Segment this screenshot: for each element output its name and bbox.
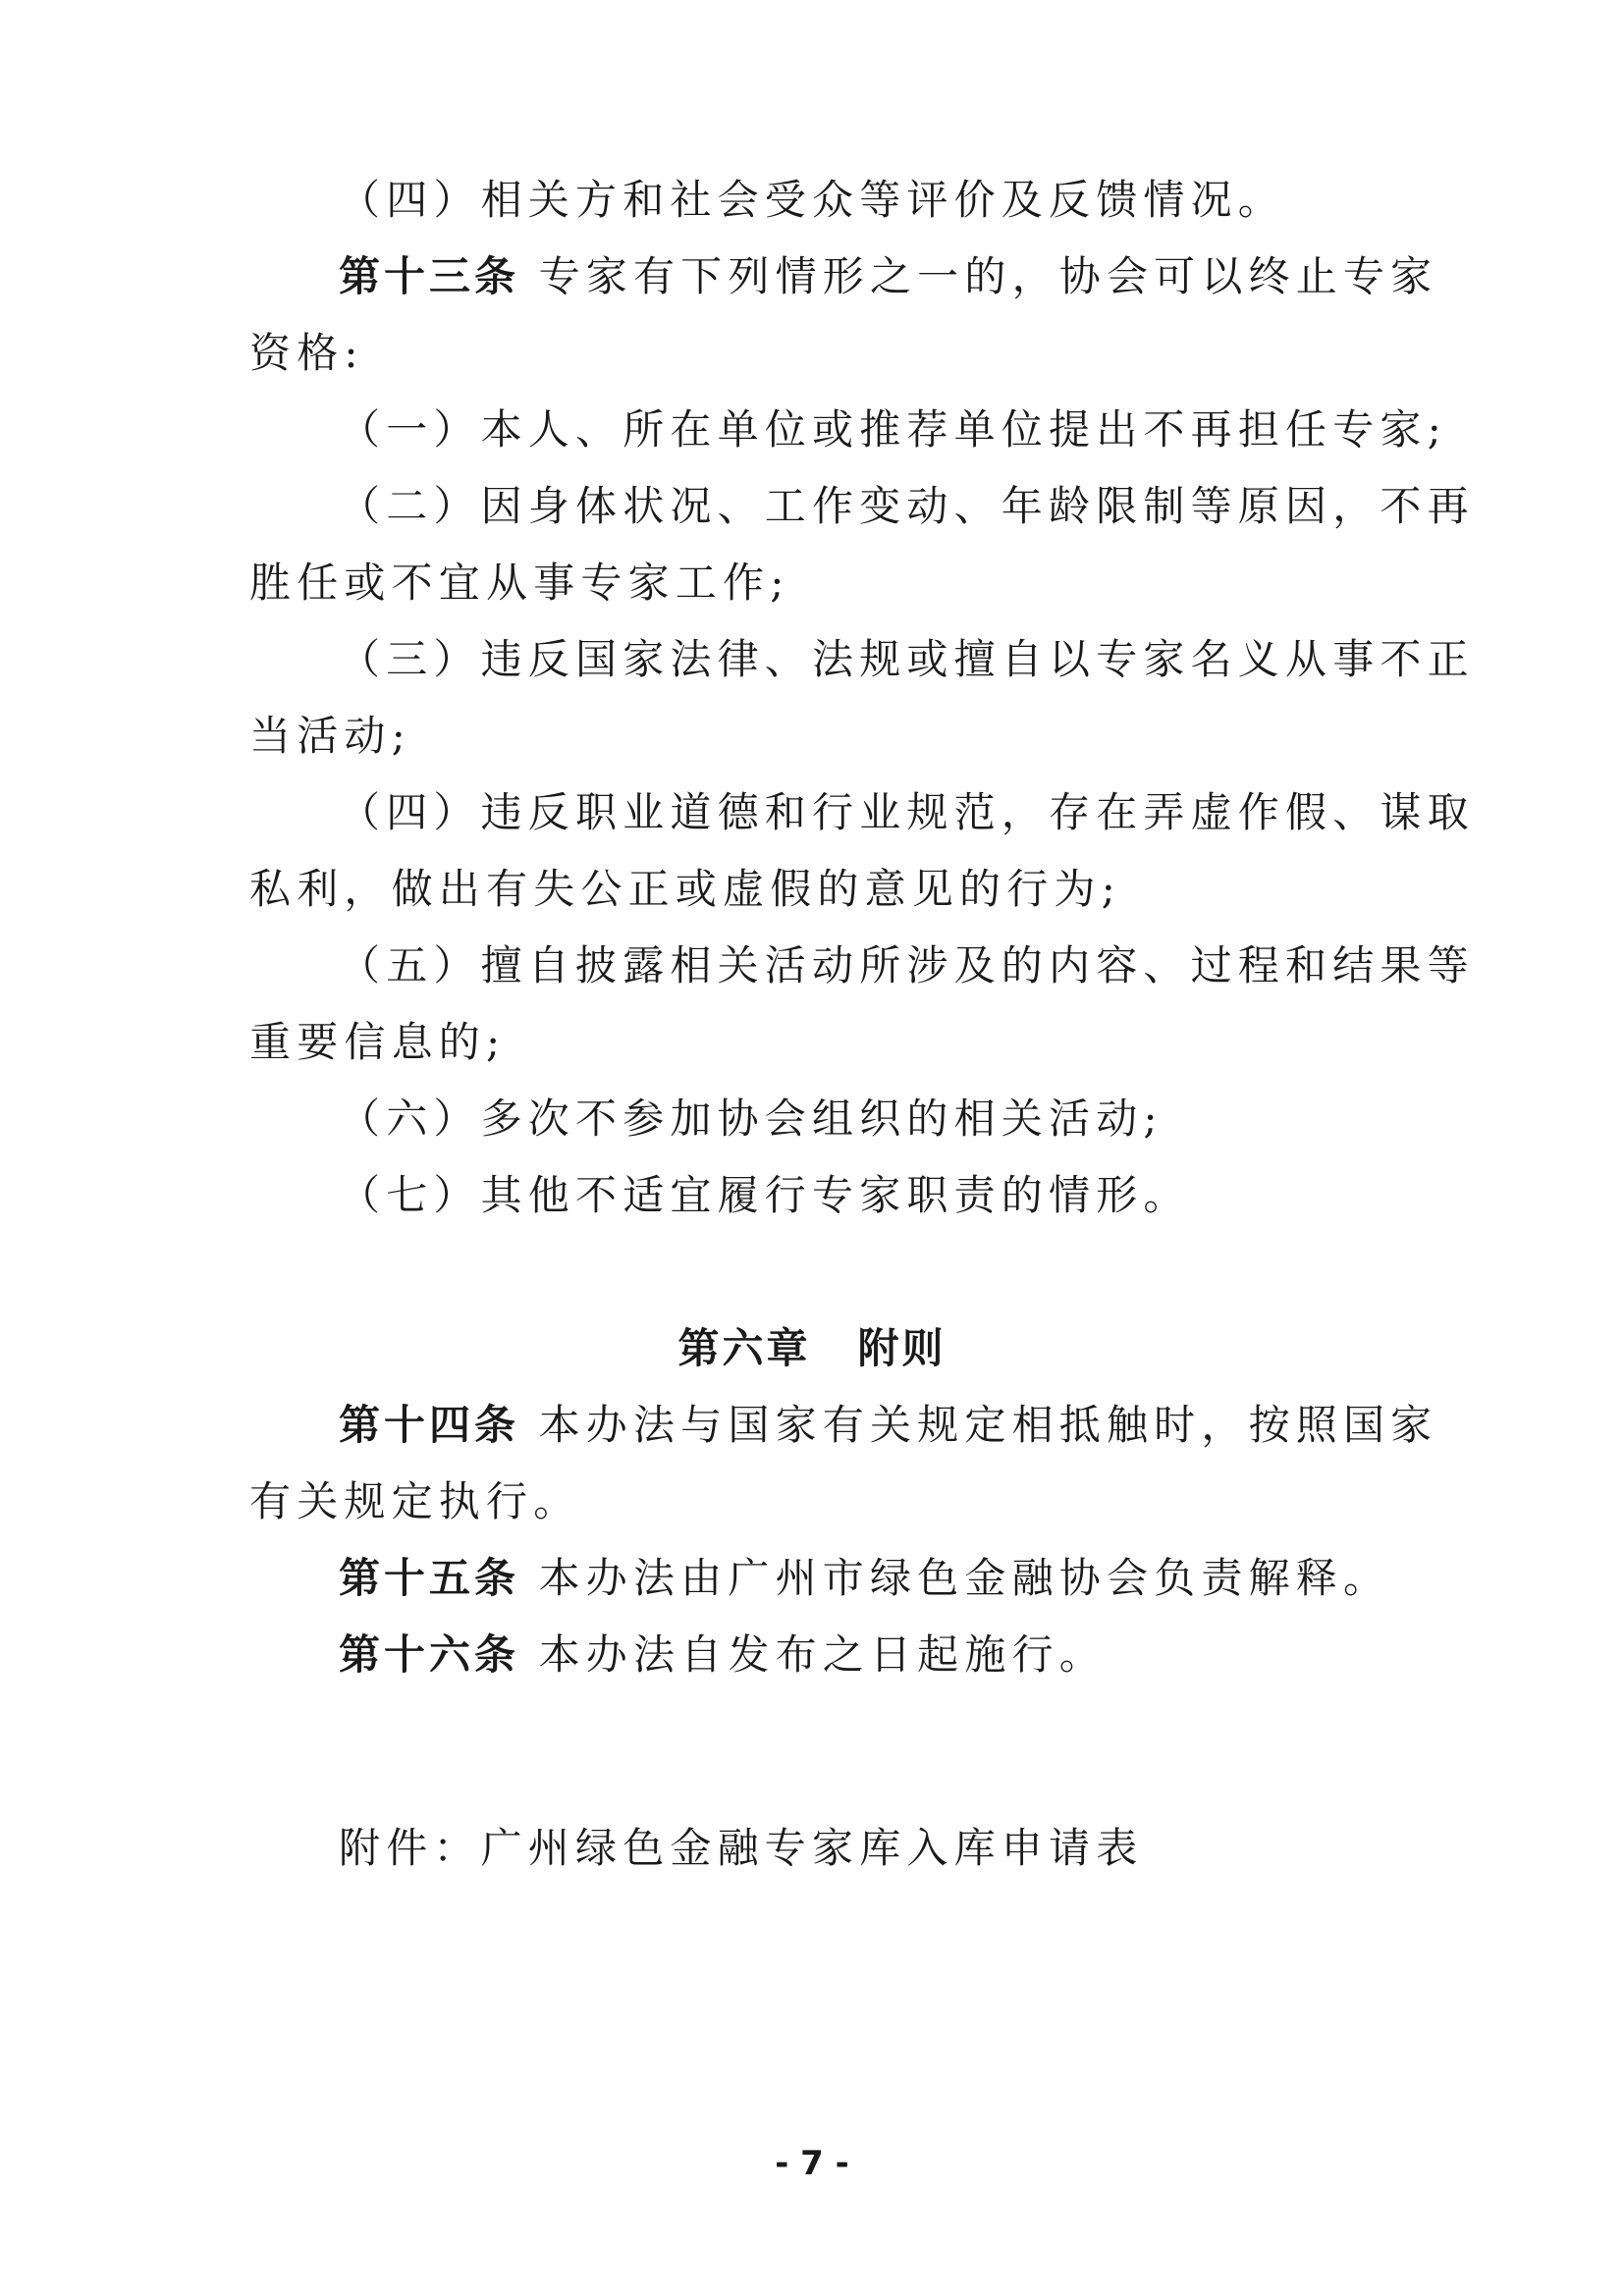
- article-16: [339, 1629, 1389, 1681]
- chapter-heading: [0, 1323, 1624, 1374]
- item-four-feedback: （四）相关方和社会受众等评价及反馈情况。: [339, 176, 1286, 224]
- clause-2-line-1: （二）因身体状况、工作变动、年龄限制等原因，不再: [339, 482, 1475, 530]
- article-15-text: 本办法由广州市绿色金融协会负责解释。: [538, 1554, 1391, 1602]
- clause-3-line-1: （三）违反国家法律、法规或擅自以专家名义从事不正: [339, 635, 1475, 683]
- clause-5-line-2: 重要信息的;: [249, 1018, 507, 1066]
- clause-5-line-1: （五）擅自披露相关活动所涉及的内容、过程和结果等: [339, 941, 1475, 989]
- clause-7: （七）其他不适宜履行专家职责的情形。: [339, 1171, 1191, 1219]
- article-13-line-2: 资格:: [249, 329, 364, 377]
- chapter-number: 第六章: [677, 1324, 811, 1372]
- article-13-text: 专家有下列情形之一的，协会可以终止专家: [538, 252, 1438, 300]
- page-number: - 7 -: [775, 2144, 849, 2183]
- clause-4-line-2: 私利，做出有失公正或虚假的意见的行为;: [249, 865, 1121, 913]
- clause-6: （六）多次不参加协会组织的相关活动;: [339, 1095, 1164, 1143]
- clause-4-line-1: （四）违反职业道德和行业规范，存在弄虚作假、谋取: [339, 788, 1475, 836]
- article-14-text: 本办法与国家有关规定相抵触时，按照国家: [538, 1401, 1438, 1449]
- article-13-line-1: [339, 251, 1438, 302]
- article-16-text: 本办法自发布之日起施行。: [538, 1630, 1107, 1679]
- clause-2-line-2: 胜任或不宜从事专家工作;: [249, 559, 790, 607]
- article-14-line-2: 有关规定执行。: [249, 1477, 581, 1525]
- clause-3-line-2: 当活动;: [249, 712, 411, 760]
- article-13-label: 第十三条: [339, 252, 520, 300]
- chapter-title: 附则: [857, 1324, 947, 1372]
- article-14-line-1: [339, 1400, 1438, 1451]
- article-16-label: 第十六条: [339, 1630, 520, 1679]
- clause-1: （一）本人、所在单位或推荐单位提出不再担任专家;: [339, 405, 1447, 454]
- article-14-label: 第十四条: [339, 1401, 520, 1449]
- article-15-label: 第十五条: [339, 1554, 520, 1602]
- article-15: [339, 1553, 1389, 1604]
- attachment-note: 附件：广州绿色金融专家库入库申请表: [339, 1824, 1144, 1872]
